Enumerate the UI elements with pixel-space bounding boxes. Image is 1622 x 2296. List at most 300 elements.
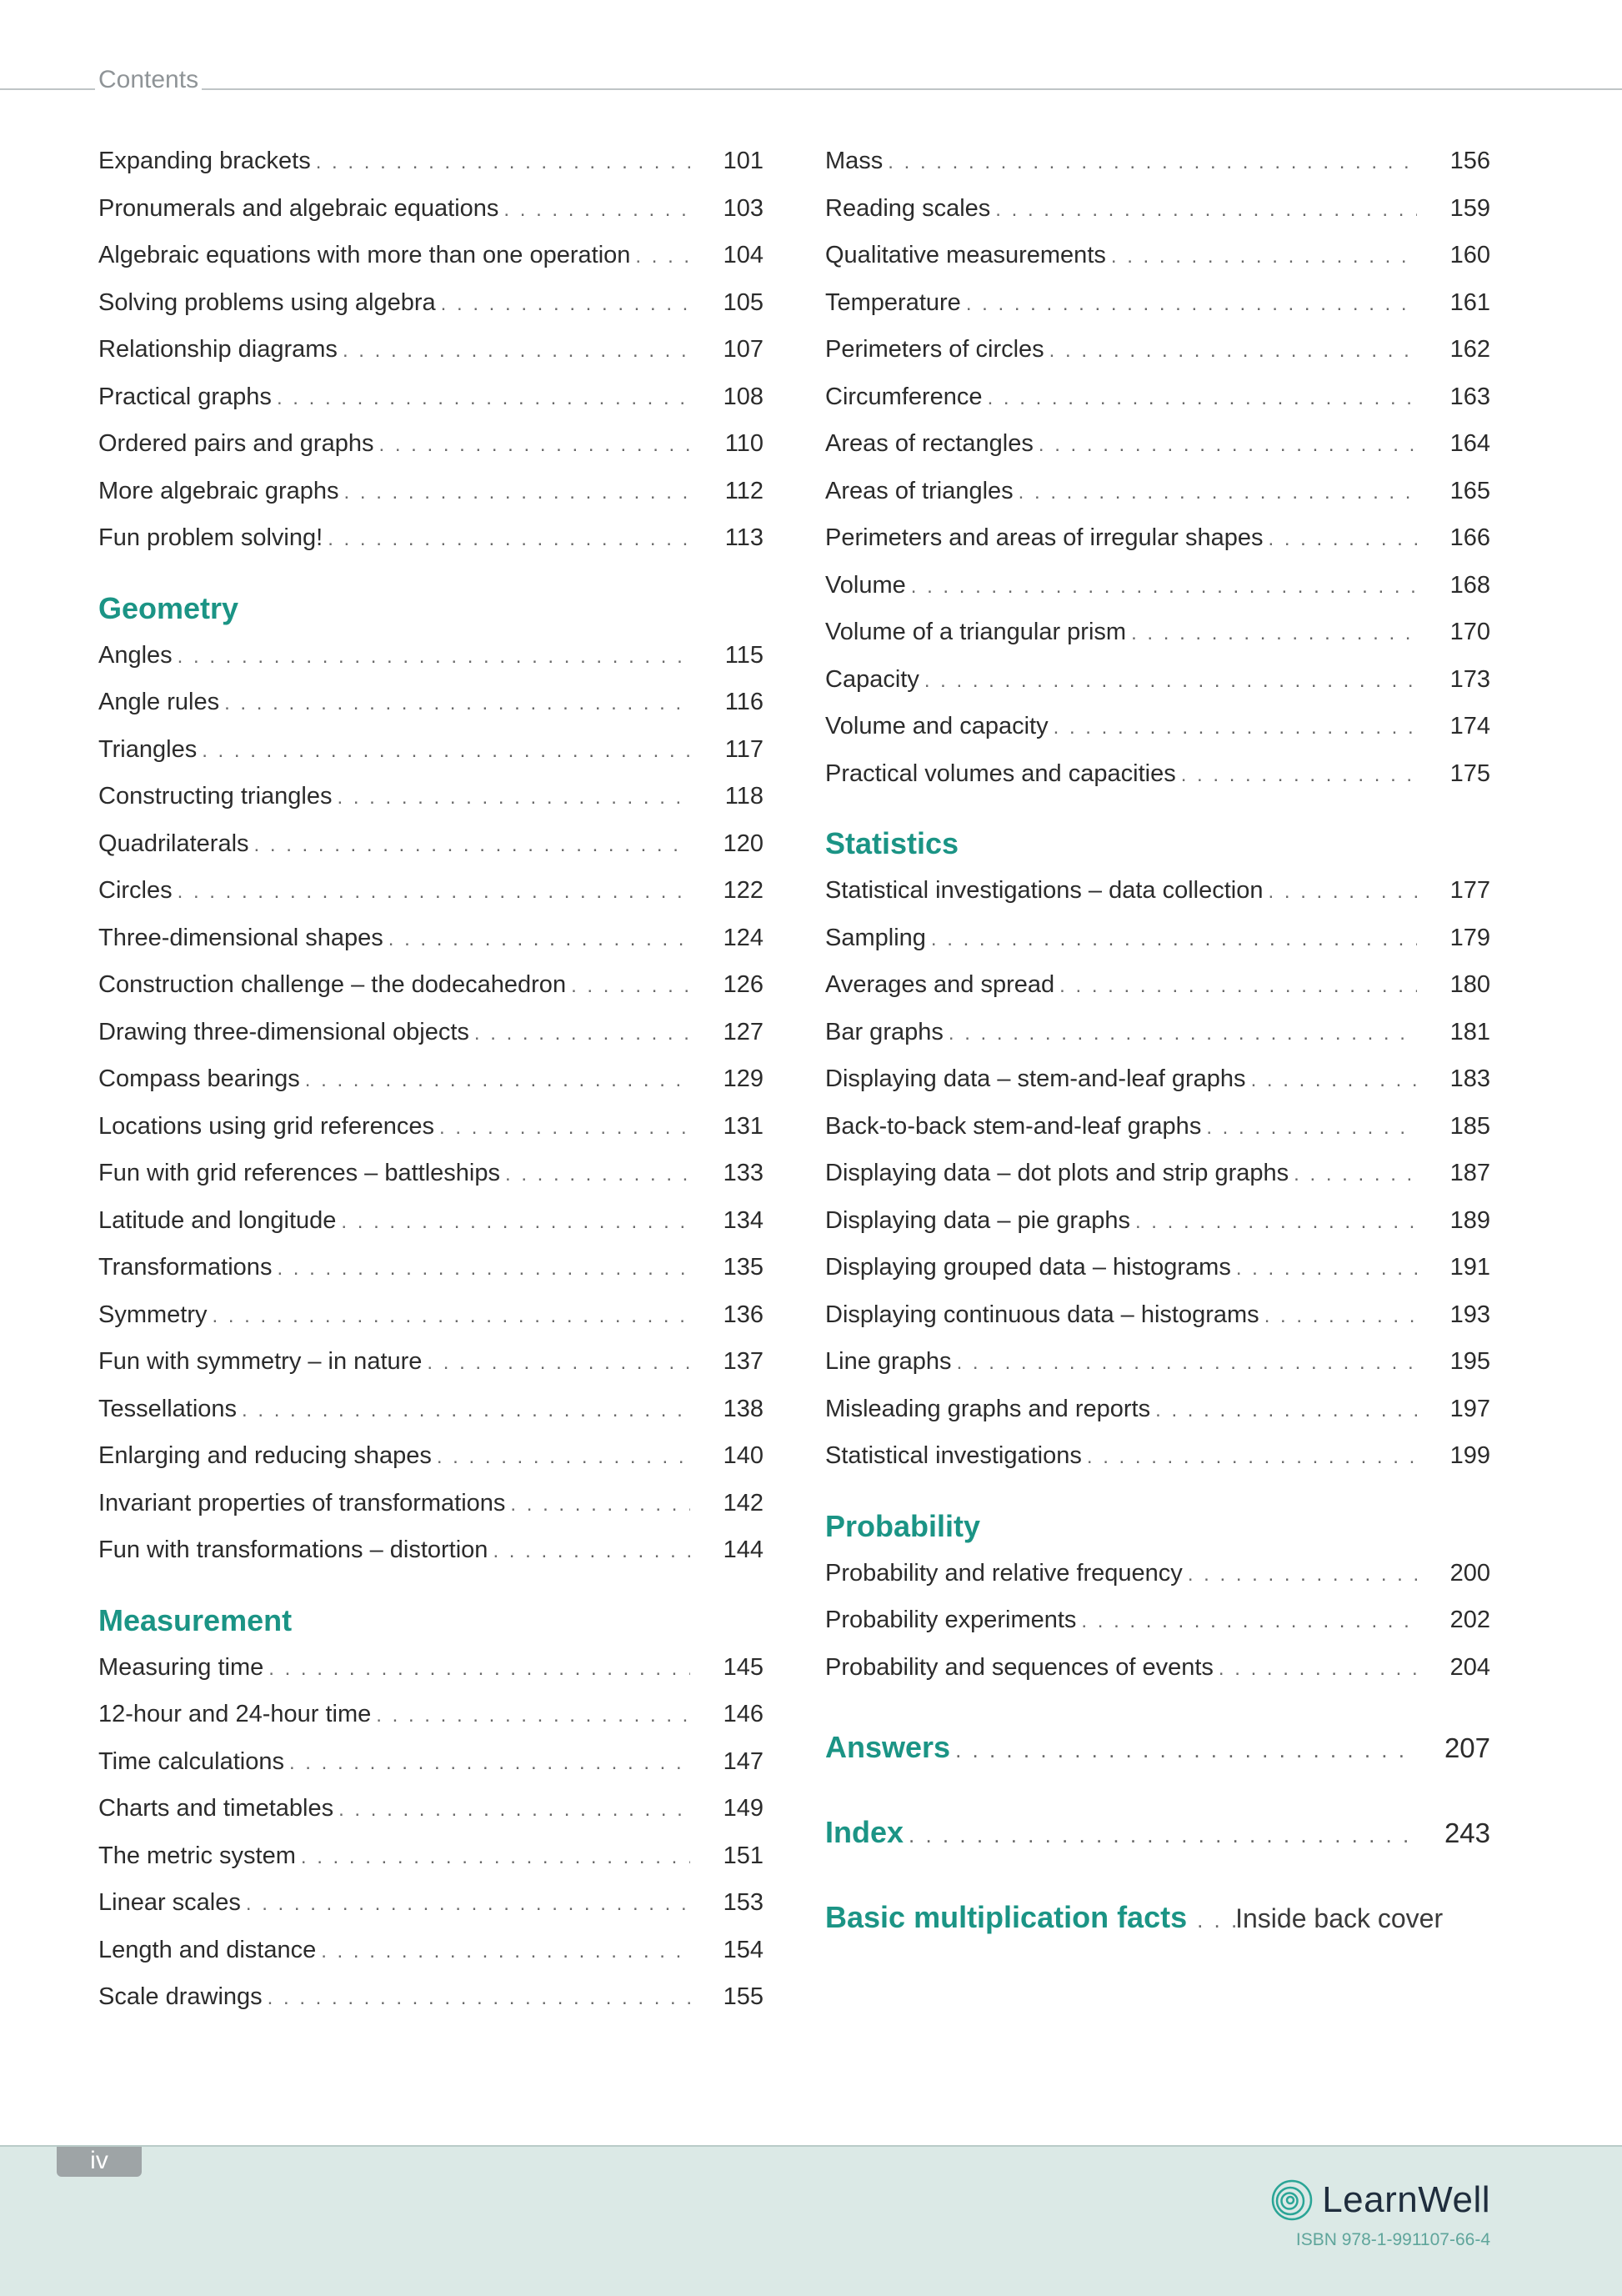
toc-entry-title: Index	[825, 1815, 904, 1849]
leader-dots	[388, 916, 690, 964]
leader-dots	[378, 422, 690, 469]
toc-entry-page: 193	[1449, 1301, 1490, 1328]
toc-entry-title: Enlarging and reducing shapes	[98, 1442, 432, 1469]
toc-entry-page: 122	[723, 877, 763, 904]
toc-entry-title: Fun with grid references – battleships	[98, 1160, 500, 1186]
toc-entry-title: Fun problem solving!	[98, 524, 323, 551]
toc-entry-title: Solving problems using algebra	[98, 288, 436, 316]
toc-entry-displaying-continuous-data-histograms[interactable]	[825, 1291, 1490, 1339]
page-number-tab: iv	[57, 2147, 142, 2177]
toc-entry-latitude-and-longitude[interactable]	[98, 1197, 763, 1245]
toc-entry-title: Line graphs	[825, 1348, 952, 1375]
toc-entry-basic-multiplication-facts[interactable]	[825, 1889, 1490, 1946]
toc-entry-fun-with-symmetry-in-nature[interactable]	[98, 1338, 763, 1386]
leader-dots	[427, 1340, 690, 1387]
toc-entry-title: Statistical investigations – data collection	[825, 877, 1264, 904]
toc-entry-12-hour-and-24-hour-time[interactable]	[98, 1691, 763, 1738]
toc-entry-title: Displaying continuous data – histograms	[825, 1301, 1259, 1328]
leader-dots	[1059, 963, 1417, 1010]
toc-entry-title: Time calculations	[98, 1747, 284, 1775]
toc-entry-page: 129	[723, 1065, 763, 1092]
leader-dots	[1135, 1199, 1417, 1246]
toc-entry-line-graphs[interactable]	[825, 1338, 1490, 1386]
toc-entry-page: 174	[1449, 713, 1490, 739]
toc-entry-back-to-back-stem-and-leaf-graphs[interactable]	[825, 1103, 1490, 1151]
toc-entry-title: Misleading graphs and reports	[825, 1395, 1151, 1422]
leader-dots	[277, 1246, 690, 1293]
toc-entry-title: Bar graphs	[825, 1018, 944, 1045]
toc-entry-page: 163	[1449, 383, 1490, 410]
leader-dots	[246, 1881, 690, 1928]
toc-entry-misleading-graphs-and-reports[interactable]	[825, 1386, 1490, 1433]
leader-dots	[328, 516, 690, 564]
toc-entry-page: 131	[723, 1112, 763, 1140]
toc-entry-the-metric-system[interactable]	[98, 1832, 763, 1880]
toc-entry-title: The metric system	[98, 1842, 296, 1869]
contents-right-column	[825, 138, 1490, 1946]
toc-entry-volume[interactable]	[825, 562, 1490, 609]
toc-entry-page: 197	[1449, 1395, 1490, 1422]
leader-dots	[988, 375, 1417, 423]
toc-entry-triangles[interactable]	[98, 726, 763, 774]
toc-entry-title: Sampling	[825, 924, 926, 951]
toc-entry-title: Practical volumes and capacities	[825, 759, 1176, 787]
leader-dots	[1188, 1552, 1417, 1599]
toc-entry-page: 101	[723, 148, 763, 174]
toc-entry-title: Triangles	[98, 735, 198, 763]
leader-dots	[888, 139, 1417, 187]
toc-entry-title: Expanding brackets	[98, 148, 311, 174]
toc-entry-title: Angles	[98, 641, 173, 669]
page-footer	[0, 2145, 1622, 2296]
toc-entry-circles[interactable]	[98, 867, 763, 915]
leader-dots	[931, 916, 1417, 964]
toc-entry-page: 115	[724, 641, 763, 669]
toc-entry-title: Charts and timetables	[98, 1795, 334, 1822]
toc-entry-linear-scales[interactable]	[98, 1879, 763, 1927]
toc-entry-page: 126	[723, 971, 763, 998]
toc-entry-page: 180	[1449, 971, 1490, 998]
toc-entry-title: Areas of rectangles	[825, 430, 1034, 457]
toc-entry-title: Averages and spread	[825, 971, 1055, 998]
leader-dots	[505, 1151, 690, 1199]
toc-entry-pronumerals-and-algebraic-equations[interactable]	[98, 185, 763, 233]
toc-entry-page: 117	[724, 735, 763, 763]
header-title: Contents	[95, 65, 202, 95]
toc-entry-title: Constructing triangles	[98, 783, 333, 810]
toc-entry-page: 202	[1449, 1607, 1490, 1633]
toc-entry-page: 144	[723, 1537, 763, 1563]
toc-entry-title: Statistical investigations	[825, 1442, 1082, 1469]
toc-entry-page: 142	[723, 1489, 763, 1516]
leader-dots	[1269, 869, 1417, 916]
section-heading-statistics: Statistics	[825, 826, 959, 860]
leader-dots	[341, 1199, 690, 1246]
toc-entry-displaying-grouped-data-histograms[interactable]	[825, 1244, 1490, 1291]
toc-entry-page: 181	[1449, 1018, 1490, 1045]
toc-entry-page: 200	[1449, 1559, 1490, 1587]
toc-entry-title: Probability experiments	[825, 1607, 1077, 1633]
toc-entry-page: 120	[723, 830, 763, 857]
toc-entry-page: 134	[723, 1206, 763, 1234]
leader-dots	[1039, 422, 1417, 469]
leader-dots	[268, 1975, 690, 2023]
toc-entry-more-algebraic-graphs[interactable]	[98, 468, 763, 515]
section-heading-probability: Probability	[825, 1508, 981, 1543]
toc-entry-title: Linear scales	[98, 1889, 241, 1916]
toc-entry-areas-of-triangles[interactable]	[825, 468, 1490, 515]
toc-entry-title: Temperature	[825, 288, 961, 316]
toc-entry-page: 199	[1449, 1442, 1490, 1469]
toc-entry-title: Basic multiplication facts	[825, 1900, 1188, 1934]
leader-dots	[305, 1057, 690, 1105]
leader-dots	[1019, 469, 1417, 517]
toc-entry-title: Fun with symmetry – in nature	[98, 1348, 423, 1375]
toc-entry-title: Scale drawings	[98, 1983, 263, 2010]
toc-entry-page: 124	[723, 924, 763, 951]
leader-dots	[1054, 704, 1417, 752]
leader-dots	[957, 1340, 1417, 1387]
contents-left-column	[98, 138, 763, 2021]
leader-dots	[955, 1722, 1417, 1778]
toc-entry-page: 165	[1449, 477, 1490, 504]
leader-dots	[242, 1387, 690, 1435]
toc-entry-perimeters-and-areas-of-irregular-shapes[interactable]	[825, 514, 1490, 562]
toc-entry-index[interactable]	[825, 1804, 1490, 1861]
toc-entry-page: 243	[1444, 1817, 1490, 1848]
toc-entry-statistical-investigations[interactable]	[825, 1432, 1490, 1480]
leader-dots	[949, 1010, 1417, 1058]
toc-entry-title: Pronumerals and algebraic equations	[98, 194, 499, 222]
list-probability	[825, 1550, 1490, 1692]
toc-entry-page: 170	[1449, 619, 1490, 645]
leader-dots	[1251, 1057, 1417, 1105]
toc-entry-enlarging-and-reducing-shapes[interactable]	[98, 1432, 763, 1480]
toc-entry-page: 103	[723, 194, 763, 222]
toc-entry-title: 12-hour and 24-hour time	[98, 1701, 372, 1727]
toc-entry-title: Probability and relative frequency	[825, 1559, 1183, 1587]
toc-entry-fun-with-transformations-distortion[interactable]	[98, 1526, 763, 1574]
publisher-logo	[1270, 2178, 1490, 2222]
leader-dots	[1049, 328, 1417, 375]
toc-entry-page: 162	[1449, 336, 1490, 363]
leader-dots	[277, 375, 690, 423]
toc-entry-invariant-properties-of-transformations[interactable]	[98, 1480, 763, 1527]
leader-dots	[1268, 516, 1417, 564]
toc-entry-angle-rules[interactable]	[98, 679, 763, 726]
leader-dots	[571, 963, 690, 1010]
leader-dots	[254, 822, 690, 870]
leader-dots	[337, 775, 690, 822]
toc-entry-page: 185	[1449, 1112, 1490, 1140]
leader-dots	[376, 1692, 690, 1740]
toc-entry-page: 108	[723, 383, 763, 410]
toc-entry-page: 179	[1449, 924, 1490, 951]
toc-entry-title: Tessellations	[98, 1395, 238, 1422]
toc-entry-title: Volume and capacity	[825, 713, 1049, 739]
leader-dots	[1181, 752, 1417, 800]
leader-dots	[1197, 1892, 1235, 1948]
toc-entry-mass[interactable]	[825, 138, 1490, 185]
toc-entry-page: 195	[1449, 1348, 1490, 1375]
toc-entry-page: 173	[1449, 665, 1490, 693]
list-measurement-continued	[825, 138, 1490, 797]
leader-dots	[1087, 1434, 1417, 1481]
toc-entry-title: Areas of triangles	[825, 477, 1014, 504]
toc-entry-page: 161	[1449, 288, 1490, 316]
toc-entry-page: 177	[1449, 877, 1490, 904]
toc-entry-ordered-pairs-and-graphs[interactable]	[98, 420, 763, 468]
toc-entry-title: Back-to-back stem-and-leaf graphs	[825, 1112, 1202, 1140]
toc-entry-page: 189	[1449, 1206, 1490, 1234]
toc-entry-title: Construction challenge – the dodecahedron	[98, 971, 567, 998]
leader-dots	[1111, 233, 1417, 281]
toc-entry-page: 137	[723, 1348, 763, 1375]
toc-entry-title: Ordered pairs and graphs	[98, 430, 374, 457]
toc-entry-qualitative-measurements[interactable]	[825, 232, 1490, 279]
toc-entry-circumference[interactable]	[825, 373, 1490, 421]
toc-entry-title: Algebraic equations with more than one operation	[98, 242, 631, 268]
toc-entry-page: 149	[723, 1795, 763, 1822]
leader-dots	[1294, 1151, 1417, 1199]
toc-entry-title: Probability and sequences of events	[825, 1653, 1214, 1681]
toc-entry-scale-drawings[interactable]	[98, 1973, 763, 2021]
toc-entry-page: 207	[1444, 1732, 1490, 1763]
toc-entry-displaying-data-dot-plots-and-strip-graphs[interactable]	[825, 1150, 1490, 1197]
toc-entry-compass-bearings[interactable]	[98, 1055, 763, 1103]
toc-entry-volume-of-a-triangular-prism[interactable]	[825, 609, 1490, 656]
toc-entry-page: 127	[723, 1018, 763, 1045]
toc-entry-title: Quadrilaterals	[98, 830, 249, 857]
toc-entry-time-calculations[interactable]	[98, 1738, 763, 1786]
toc-entry-answers[interactable]	[825, 1719, 1490, 1776]
leader-dots	[1206, 1105, 1417, 1152]
toc-entry-charts-and-timetables[interactable]	[98, 1785, 763, 1832]
leader-dots	[635, 233, 690, 281]
list-geometry	[98, 632, 763, 1574]
toc-entry-areas-of-rectangles[interactable]	[825, 420, 1490, 468]
toc-entry-drawing-three-dimensional-objects[interactable]	[98, 1009, 763, 1056]
leader-dots	[1264, 1293, 1417, 1341]
toc-entry-page: 133	[723, 1160, 763, 1186]
toc-entry-page: Inside back cover	[1235, 1903, 1444, 1933]
toc-entry-page: 175	[1449, 759, 1490, 787]
leader-dots	[316, 139, 690, 187]
toc-entry-page: 155	[723, 1983, 763, 2010]
toc-entry-displaying-data-stem-and-leaf-graphs[interactable]	[825, 1055, 1490, 1103]
leader-dots	[909, 1807, 1417, 1863]
toc-entry-title: Angle rules	[98, 689, 220, 715]
toc-entry-title: Three-dimensional shapes	[98, 924, 383, 951]
toc-entry-title: Displaying data – pie graphs	[825, 1206, 1130, 1234]
leader-dots	[1155, 1387, 1417, 1435]
brand-name: LearnWell	[1322, 2179, 1490, 2220]
leader-dots	[911, 564, 1417, 611]
toc-entry-page: 138	[723, 1395, 763, 1422]
toc-entry-page: 156	[1449, 148, 1490, 174]
toc-entry-page: 110	[724, 430, 763, 457]
leader-dots	[503, 187, 690, 234]
toc-entry-page: 168	[1449, 571, 1490, 599]
header-rule	[0, 88, 1622, 90]
toc-entry-page: 105	[723, 288, 763, 316]
toc-entry-title: Practical graphs	[98, 383, 272, 410]
toc-entry-title: Displaying data – dot plots and strip graphs	[825, 1160, 1289, 1186]
leader-dots	[1236, 1246, 1417, 1293]
toc-entry-title: Invariant properties of transformations	[98, 1489, 506, 1516]
toc-entry-title: Displaying data – stem-and-leaf graphs	[825, 1065, 1246, 1092]
isbn: ISBN 978-1-991107-66-4	[1295, 2230, 1490, 2249]
toc-entry-title: Circumference	[825, 383, 983, 410]
leader-dots	[924, 658, 1417, 705]
toc-entry-page: 166	[1449, 524, 1490, 551]
toc-entry-temperature[interactable]	[825, 279, 1490, 327]
toc-entry-constructing-triangles[interactable]	[98, 773, 763, 820]
toc-entry-statistical-investigations-data-collection[interactable]	[825, 867, 1490, 915]
leader-dots	[338, 1787, 690, 1834]
toc-entry-title: Relationship diagrams	[98, 336, 338, 363]
toc-entry-page: 116	[724, 689, 763, 715]
leader-dots	[510, 1481, 690, 1529]
toc-entry-title: Mass	[825, 148, 884, 174]
toc-entry-title: Fun with transformations – distortion	[98, 1537, 488, 1563]
toc-entry-page: 145	[723, 1653, 763, 1681]
leader-dots	[202, 728, 690, 775]
toc-entry-page: 187	[1449, 1160, 1490, 1186]
leader-dots	[178, 634, 690, 681]
toc-entry-page: 159	[1449, 194, 1490, 222]
toc-entry-page: 135	[723, 1254, 763, 1281]
toc-entry-fun-problem-solving[interactable]	[98, 514, 763, 562]
toc-entry-fun-with-grid-references-battleships[interactable]	[98, 1150, 763, 1197]
leader-dots	[439, 1105, 690, 1152]
leader-dots	[437, 1434, 690, 1481]
toc-entry-title: Drawing three-dimensional objects	[98, 1018, 469, 1045]
section-heading-measurement: Measurement	[98, 1602, 293, 1637]
leader-dots	[213, 1293, 691, 1341]
leader-dots	[995, 187, 1417, 234]
toc-entry-title: Symmetry	[98, 1301, 208, 1328]
toc-entry-title: Circles	[98, 877, 173, 904]
leader-dots	[1219, 1646, 1417, 1693]
toc-entry-probability-experiments[interactable]	[825, 1597, 1490, 1644]
list-algebra-continued	[98, 138, 763, 562]
leader-dots	[321, 1928, 690, 1976]
toc-entry-probability-and-sequences-of-events[interactable]	[825, 1644, 1490, 1692]
leader-dots	[343, 328, 690, 375]
toc-entry-practical-graphs[interactable]	[98, 373, 763, 421]
toc-entry-page: 118	[724, 783, 763, 810]
toc-entry-solving-problems-using-algebra[interactable]	[98, 279, 763, 327]
toc-entry-sampling[interactable]	[825, 915, 1490, 962]
toc-entry-algebraic-equations-with-more-than-one-operation[interactable]	[98, 232, 763, 279]
toc-entry-transformations[interactable]	[98, 1244, 763, 1291]
toc-entry-title: Locations using grid references	[98, 1112, 435, 1140]
list-measurement	[98, 1644, 763, 2021]
toc-entry-length-and-distance[interactable]	[98, 1927, 763, 1974]
toc-entry-page: 191	[1449, 1254, 1490, 1281]
leader-dots	[268, 1646, 690, 1693]
toc-entry-expanding-brackets[interactable]	[98, 138, 763, 185]
list-statistics	[825, 867, 1490, 1480]
toc-entry-page: 164	[1449, 430, 1490, 457]
toc-entry-displaying-data-pie-graphs[interactable]	[825, 1197, 1490, 1245]
toc-entry-locations-using-grid-references[interactable]	[98, 1103, 763, 1151]
leader-dots	[474, 1010, 690, 1058]
toc-entry-title: Perimeters and areas of irregular shapes	[825, 524, 1264, 551]
toc-entry-page: 147	[723, 1747, 763, 1775]
toc-entry-title: Displaying grouped data – histograms	[825, 1254, 1231, 1281]
toc-entry-title: Volume of a triangular prism	[825, 619, 1127, 645]
toc-entry-probability-and-relative-frequency[interactable]	[825, 1550, 1490, 1597]
toc-entry-symmetry[interactable]	[98, 1291, 763, 1339]
toc-entry-title: Perimeters of circles	[825, 336, 1044, 363]
toc-entry-page: 146	[723, 1701, 763, 1727]
toc-entry-tessellations[interactable]	[98, 1386, 763, 1433]
toc-entry-page: 112	[724, 477, 763, 504]
toc-entry-page: 154	[723, 1936, 763, 1963]
toc-entry-reading-scales[interactable]	[825, 185, 1490, 233]
toc-entry-page: 151	[723, 1842, 763, 1869]
toc-entry-page: 183	[1449, 1065, 1490, 1092]
toc-entry-page: 136	[723, 1301, 763, 1328]
toc-entry-title: More algebraic graphs	[98, 477, 339, 504]
toc-entry-page: 204	[1449, 1653, 1490, 1681]
toc-entry-title: Compass bearings	[98, 1065, 300, 1092]
spiral-logo-icon	[1270, 2178, 1314, 2222]
toc-entry-title: Reading scales	[825, 194, 991, 222]
leader-dots	[1081, 1598, 1417, 1646]
toc-entry-practical-volumes-and-capacities[interactable]	[825, 750, 1490, 798]
toc-entry-averages-and-spread[interactable]	[825, 961, 1490, 1009]
toc-entry-perimeters-of-circles[interactable]	[825, 326, 1490, 373]
leader-dots	[224, 680, 690, 728]
leader-dots	[441, 281, 690, 328]
toc-entry-title: Transformations	[98, 1254, 273, 1281]
toc-entry-page: 107	[723, 336, 763, 363]
toc-entry-title: Capacity	[825, 665, 919, 693]
toc-entry-three-dimensional-shapes[interactable]	[98, 915, 763, 962]
leader-dots	[178, 869, 690, 916]
toc-entry-relationship-diagrams[interactable]	[98, 326, 763, 373]
section-heading-geometry: Geometry	[98, 590, 239, 625]
toc-entry-page: 160	[1449, 242, 1490, 268]
toc-entry-bar-graphs[interactable]	[825, 1009, 1490, 1056]
toc-entry-construction-challenge-the-dodecahedron[interactable]	[98, 961, 763, 1009]
leader-dots	[289, 1740, 690, 1787]
leader-dots	[301, 1834, 690, 1882]
toc-entry-page: 113	[724, 524, 763, 551]
toc-entry-page: 104	[723, 242, 763, 268]
toc-entry-page: 153	[723, 1889, 763, 1916]
leader-dots	[1131, 610, 1417, 658]
toc-entry-title: Measuring time	[98, 1653, 264, 1681]
toc-entry-title: Answers	[825, 1730, 951, 1764]
toc-entry-volume-and-capacity[interactable]	[825, 703, 1490, 750]
toc-entry-angles[interactable]	[98, 632, 763, 679]
toc-entry-title: Qualitative measurements	[825, 242, 1106, 268]
toc-entry-title: Latitude and longitude	[98, 1206, 337, 1234]
leader-dots	[966, 281, 1417, 328]
toc-entry-capacity[interactable]	[825, 656, 1490, 704]
toc-entry-quadrilaterals[interactable]	[98, 820, 763, 868]
leader-dots	[344, 469, 690, 517]
leader-dots	[493, 1528, 690, 1576]
toc-entry-measuring-time[interactable]	[98, 1644, 763, 1692]
toc-entry-title: Length and distance	[98, 1936, 317, 1963]
toc-entry-title: Volume	[825, 571, 906, 599]
toc-entry-page: 140	[723, 1442, 763, 1469]
